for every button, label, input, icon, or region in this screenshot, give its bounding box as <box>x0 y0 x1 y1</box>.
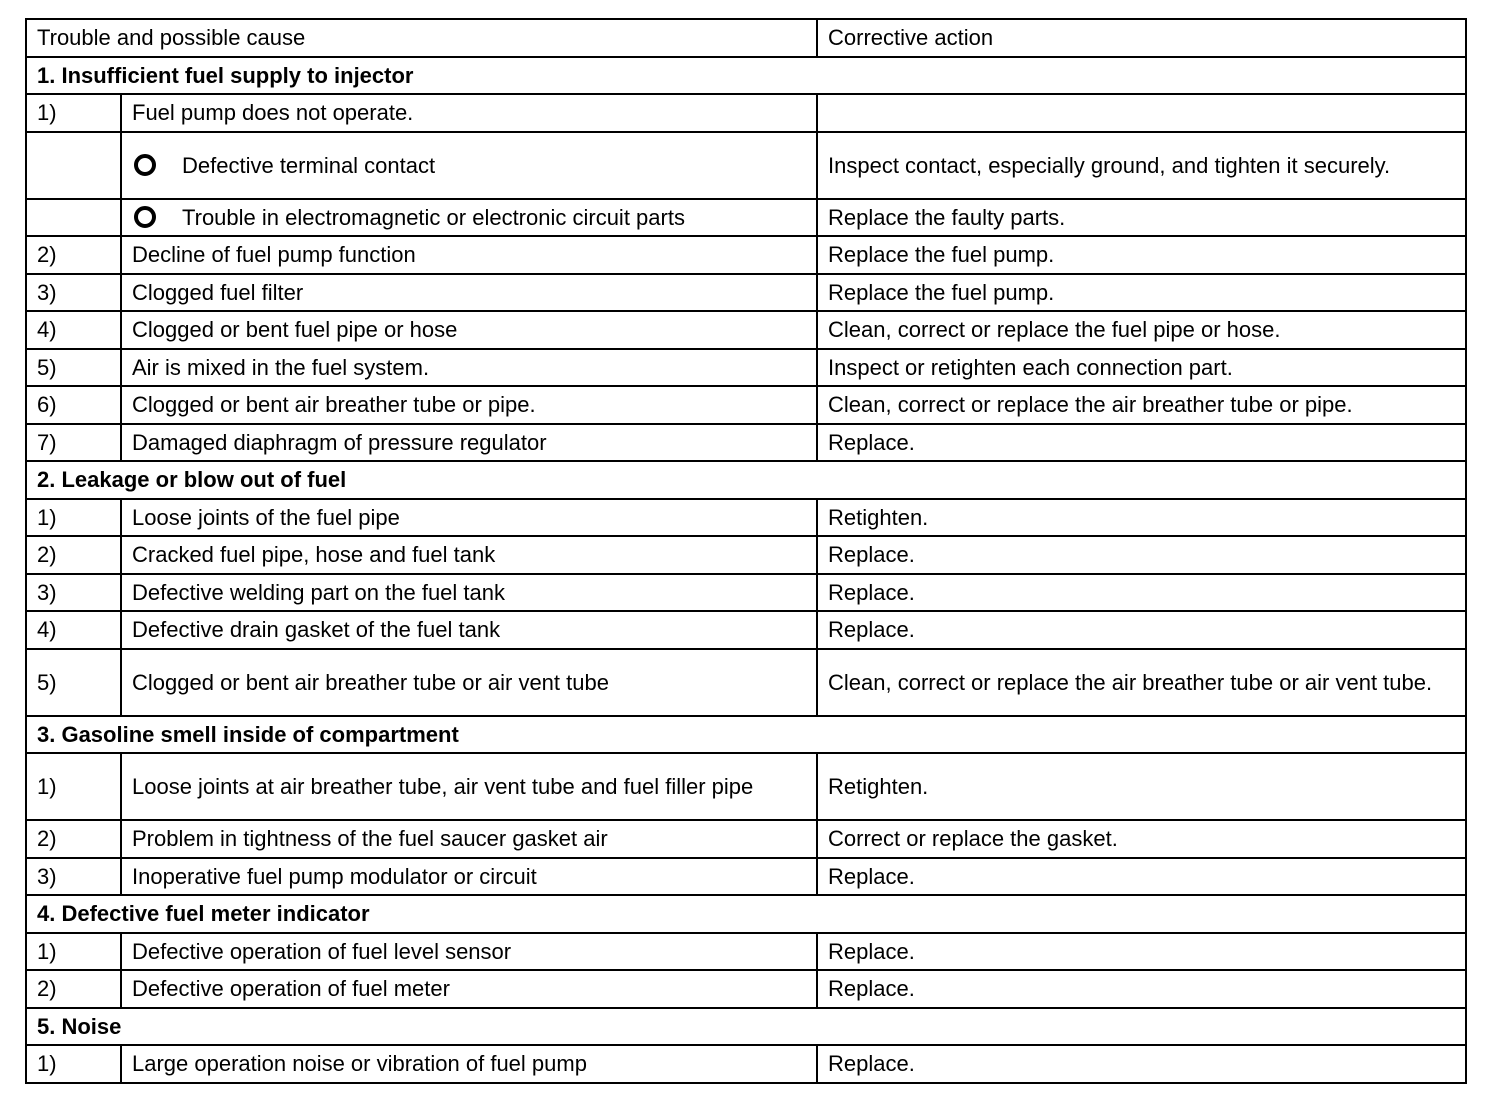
item-number: 3) <box>26 274 121 312</box>
table-row <box>26 611 1466 649</box>
item-number: 7) <box>26 424 121 462</box>
item-cause: Cracked fuel pipe, hose and fuel tank <box>121 536 817 574</box>
table-row <box>26 132 1466 199</box>
section-title: 5. Noise <box>26 1008 1466 1046</box>
item-action: Replace the faulty parts. <box>817 199 1466 237</box>
item-number: 2) <box>26 970 121 1008</box>
section-title: 4. Defective fuel meter indicator <box>26 895 1466 933</box>
section-row <box>26 895 1466 933</box>
table-row <box>26 386 1466 424</box>
item-action: Replace. <box>817 858 1466 896</box>
item-action: Replace. <box>817 536 1466 574</box>
item-cause: Inoperative fuel pump modulator or circuit <box>121 858 817 896</box>
item-action: Replace. <box>817 1045 1466 1083</box>
item-cause: Clogged or bent fuel pipe or hose <box>121 311 817 349</box>
table-row <box>26 274 1466 312</box>
item-cause: Clogged fuel filter <box>121 274 817 312</box>
item-cause: Defective terminal contact <box>182 152 436 178</box>
item-number: 5) <box>26 649 121 716</box>
table-row <box>26 349 1466 387</box>
item-cause-cell <box>121 132 817 199</box>
table-row <box>26 820 1466 858</box>
item-cause: Trouble in electromagnetic or electronic circuit parts <box>182 204 685 230</box>
table-row <box>26 236 1466 274</box>
item-number: 4) <box>26 311 121 349</box>
table-row <box>26 94 1466 132</box>
item-action: Clean, correct or replace the air breather tube or air vent tube. <box>817 649 1466 716</box>
table-row <box>26 933 1466 971</box>
item-number: 2) <box>26 536 121 574</box>
header-cause: Trouble and possible cause <box>26 19 817 57</box>
item-action: Replace. <box>817 611 1466 649</box>
item-action: Inspect contact, especially ground, and tighten it securely. <box>817 132 1466 199</box>
section-row <box>26 1008 1466 1046</box>
item-cause: Large operation noise or vibration of fuel pump <box>121 1045 817 1083</box>
item-cause: Fuel pump does not operate. <box>121 94 817 132</box>
item-action: Replace the fuel pump. <box>817 236 1466 274</box>
item-cause: Loose joints at air breather tube, air vent tube and fuel filler pipe <box>121 753 817 820</box>
circle-bullet-icon <box>134 206 156 228</box>
table-row <box>26 1045 1466 1083</box>
item-number <box>26 199 121 237</box>
item-action: Replace. <box>817 424 1466 462</box>
item-cause: Clogged or bent air breather tube or pipe. <box>121 386 817 424</box>
item-number: 1) <box>26 1045 121 1083</box>
circle-bullet-icon <box>134 154 156 176</box>
troubleshooting-table <box>25 18 1467 1084</box>
item-action: Replace. <box>817 933 1466 971</box>
section-title: 1. Insufficient fuel supply to injector <box>26 57 1466 95</box>
item-number <box>26 132 121 199</box>
section-title: 3. Gasoline smell inside of compartment <box>26 716 1466 754</box>
item-cause: Damaged diaphragm of pressure regulator <box>121 424 817 462</box>
item-cause: Clogged or bent air breather tube or air vent tube <box>121 649 817 716</box>
item-action: Clean, correct or replace the air breather tube or pipe. <box>817 386 1466 424</box>
item-action <box>817 94 1466 132</box>
table-row <box>26 424 1466 462</box>
table-row <box>26 311 1466 349</box>
item-cause: Loose joints of the fuel pipe <box>121 499 817 537</box>
section-title: 2. Leakage or blow out of fuel <box>26 461 1466 499</box>
item-action: Replace. <box>817 970 1466 1008</box>
table-row <box>26 649 1466 716</box>
item-cause: Air is mixed in the fuel system. <box>121 349 817 387</box>
item-number: 3) <box>26 858 121 896</box>
item-cause: Defective welding part on the fuel tank <box>121 574 817 612</box>
item-number: 1) <box>26 94 121 132</box>
item-action: Correct or replace the gasket. <box>817 820 1466 858</box>
table-row <box>26 970 1466 1008</box>
item-cause: Defective drain gasket of the fuel tank <box>121 611 817 649</box>
table-row <box>26 499 1466 537</box>
item-action: Replace. <box>817 574 1466 612</box>
item-cause: Decline of fuel pump function <box>121 236 817 274</box>
item-cause: Defective operation of fuel meter <box>121 970 817 1008</box>
item-number: 5) <box>26 349 121 387</box>
item-action: Replace the fuel pump. <box>817 274 1466 312</box>
item-number: 1) <box>26 933 121 971</box>
item-cause-cell <box>121 199 817 237</box>
item-action: Retighten. <box>817 499 1466 537</box>
table-row <box>26 536 1466 574</box>
item-number: 6) <box>26 386 121 424</box>
section-row <box>26 716 1466 754</box>
item-action: Clean, correct or replace the fuel pipe or hose. <box>817 311 1466 349</box>
table-row <box>26 753 1466 820</box>
item-number: 2) <box>26 236 121 274</box>
table-header-row <box>26 19 1466 57</box>
item-cause: Problem in tightness of the fuel saucer gasket air <box>121 820 817 858</box>
item-number: 3) <box>26 574 121 612</box>
table-row <box>26 858 1466 896</box>
table-row <box>26 199 1466 237</box>
item-number: 1) <box>26 499 121 537</box>
item-number: 2) <box>26 820 121 858</box>
item-number: 4) <box>26 611 121 649</box>
section-row <box>26 461 1466 499</box>
section-row <box>26 57 1466 95</box>
header-action: Corrective action <box>817 19 1466 57</box>
item-action: Inspect or retighten each connection part. <box>817 349 1466 387</box>
item-cause: Defective operation of fuel level sensor <box>121 933 817 971</box>
item-action: Retighten. <box>817 753 1466 820</box>
item-number: 1) <box>26 753 121 820</box>
table-row <box>26 574 1466 612</box>
